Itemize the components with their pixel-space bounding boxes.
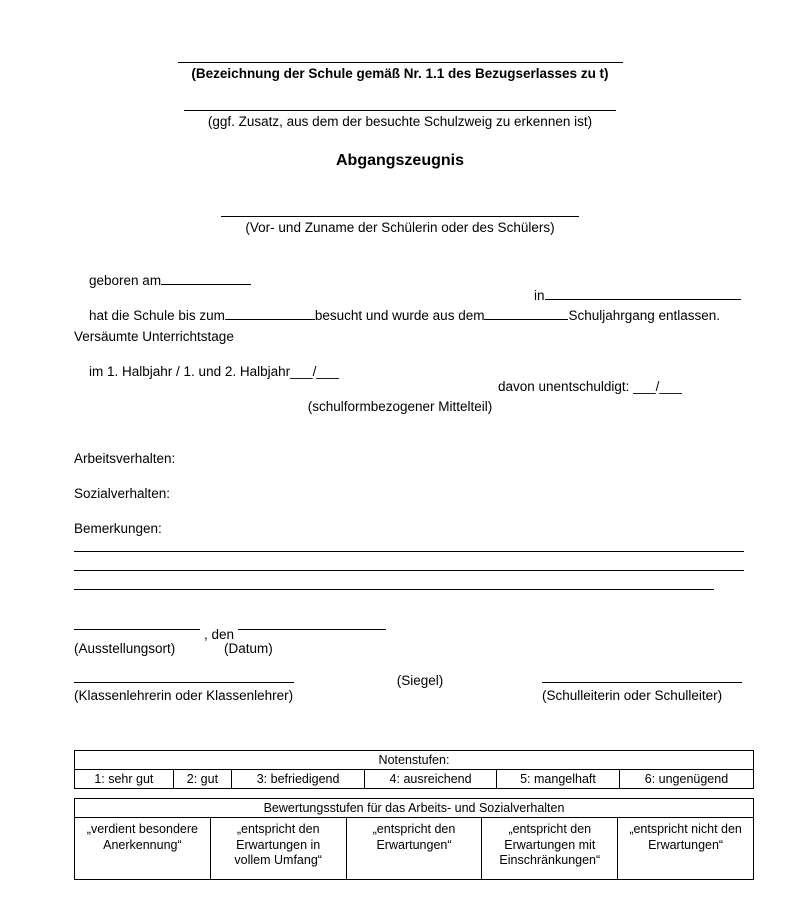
behaviour-cell-5: „entspricht nicht den Erwartungen“ [618,818,754,880]
issue-date-blank[interactable] [238,629,386,630]
seal-label: (Siegel) [396,673,444,688]
issue-place-caption: (Ausstellungsort) [74,641,176,656]
birth-date-blank[interactable] [161,284,251,285]
grade-cell-5: 5: mangelhaft [497,770,620,789]
absence-unexcused-value[interactable]: ___/___ [633,379,682,394]
remarks-line-2[interactable] [74,570,744,571]
table-row [75,799,754,818]
grades-table-title: Notenstufen: [75,751,754,770]
absence-unexcused-label: davon unentschuldigt: [498,379,630,394]
principal-signature-caption: (Schulleiterin oder Schulleiter) [542,688,723,703]
remarks-line-1[interactable] [74,551,744,552]
absence-terms-value[interactable]: ___/___ [290,364,339,379]
student-name-blank[interactable] [221,216,579,217]
school-until-label-1: hat die Schule bis zum [89,308,225,323]
social-behaviour-label: Sozialverhalten: [74,486,171,501]
born-in-label: in [534,288,545,303]
behaviour-table [74,798,754,880]
grades-table [74,750,754,789]
den-label: , den [204,627,235,642]
school-year-blank[interactable] [484,319,568,320]
table-row [75,818,754,880]
school-name-blank[interactable] [178,62,623,63]
work-behaviour-label: Arbeitsverhalten: [74,451,176,466]
remarks-line-3[interactable] [74,589,714,590]
grade-cell-1: 1: sehr gut [75,770,174,789]
middle-part-note: (schulformbezogener Mittelteil) [307,399,493,414]
grade-cell-3: 3: befriedigend [232,770,365,789]
table-row [75,770,754,789]
remarks-label: Bemerkungen: [74,521,162,536]
teacher-signature-blank[interactable] [74,682,294,683]
grade-cell-6: 6: ungenügend [619,770,753,789]
absence-terms-label: im 1. Halbjahr / 1. und 2. Halbjahr [89,364,291,379]
grade-cell-4: 4: ausreichend [365,770,497,789]
behaviour-cell-3: „entspricht den Erwartungen“ [346,818,482,880]
school-until-label-3: Schuljahrgang entlassen. [568,308,721,323]
page-title: Abgangszeugnis [335,152,464,169]
absence-unexcused-group [498,379,682,394]
absence-title: Versäumte Unterrichtstage [74,329,234,344]
behaviour-cell-2: „entspricht den Erwartungen in vollem Umfang“ [210,818,346,880]
issue-place-blank[interactable] [74,629,200,630]
grade-cell-2: 2: gut [173,770,231,789]
school-branch-caption: (ggf. Zusatz, aus dem der besuchte Schulzweig zu erkennen ist) [207,114,593,129]
born-label: geboren am [89,273,162,288]
teacher-signature-caption: (Klassenlehrerin oder Klassenlehrer) [74,688,294,703]
student-name-caption: (Vor- und Zuname der Schülerin oder des Schülers) [245,220,555,235]
school-until-label-2: besucht und wurde aus dem [314,308,485,323]
school-branch-blank[interactable] [184,110,616,111]
school-name-caption: (Bezeichnung der Schule gemäß Nr. 1.1 des Bezugserlasses zu t) [191,66,609,81]
behaviour-table-title: Bewertungsstufen für das Arbeits- und Sozialverhalten [75,799,754,818]
behaviour-cell-1: „verdient besondere Anerkennung“ [75,818,211,880]
issue-date-caption: (Datum) [224,641,273,656]
leaving-date-blank[interactable] [225,319,315,320]
table-row [75,751,754,770]
behaviour-cell-4: „entspricht den Erwartungen mit Einschränkungen“ [482,818,618,880]
principal-signature-blank[interactable] [542,682,742,683]
